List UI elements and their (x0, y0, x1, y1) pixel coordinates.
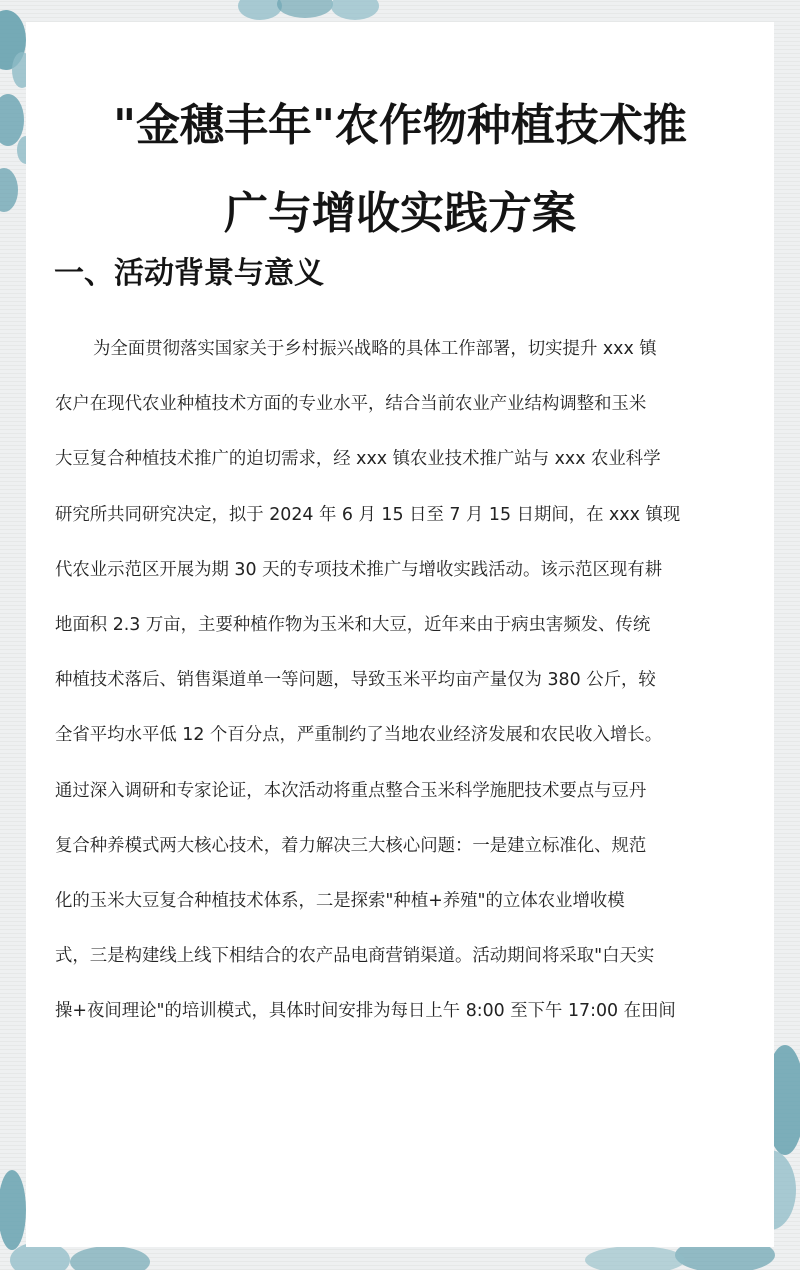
body-line: 通过深入调研和专家论证，本次活动将重点整合玉米科学施肥技术要点与豆丹 (55, 780, 647, 801)
body-line: 地面积 2.3 万亩，主要种植作物为玉米和大豆，近年来由于病虫害频发、传统 (55, 614, 651, 635)
document-title (26, 82, 774, 258)
document-page (26, 22, 774, 1247)
document-title-line-1: "金穗丰年"农作物种植技术推 (113, 100, 687, 151)
body-line: 复合种养模式两大核心技术，着力解决三大核心问题：一是建立标准化、规范 (55, 835, 647, 856)
body-line: 农户在现代农业种植技术方面的专业水平，结合当前农业产业结构调整和玉米 (55, 394, 647, 415)
body-line: 大豆复合种植技术推广的迫切需求，经 xxx 镇农业技术推广站与 xxx 农业科学 (55, 449, 661, 470)
body-line: 为全面贯彻落实国家关于乡村振兴战略的具体工作部署，切实提升 xxx 镇 (93, 339, 657, 359)
section-heading: 一、活动背景与意义 (54, 256, 324, 291)
body-line: 操+夜间理论"的培训模式，具体时间安排为每日上午 8:00 至下午 17:00 在田间 (55, 1001, 676, 1022)
body-line: 全省平均水平低 12 个百分点，严重制约了当地农业经济发展和农民收入增长。 (55, 725, 663, 746)
body-line: 化的玉米大豆复合种植技术体系，二是探索"种植+养殖"的立体农业增收模 (55, 890, 625, 911)
document-title-line-2: 广与增收实践方案 (224, 188, 576, 239)
body-paragraph (55, 322, 755, 1039)
body-line: 种植技术落后、销售渠道单一等问题，导致玉米平均亩产量仅为 380 公斤，较 (55, 670, 656, 691)
body-line: 式，三是构建线上线下相结合的农产品电商营销渠道。活动期间将采取"白天实 (55, 946, 655, 967)
body-line: 研究所共同研究决定，拟于 2024 年 6 月 15 日至 7 月 15 日期间，在 xxx 镇现 (55, 504, 681, 525)
body-line: 代农业示范区开展为期 30 天的专项技术推广与增收实践活动。该示范区现有耕 (55, 559, 663, 580)
